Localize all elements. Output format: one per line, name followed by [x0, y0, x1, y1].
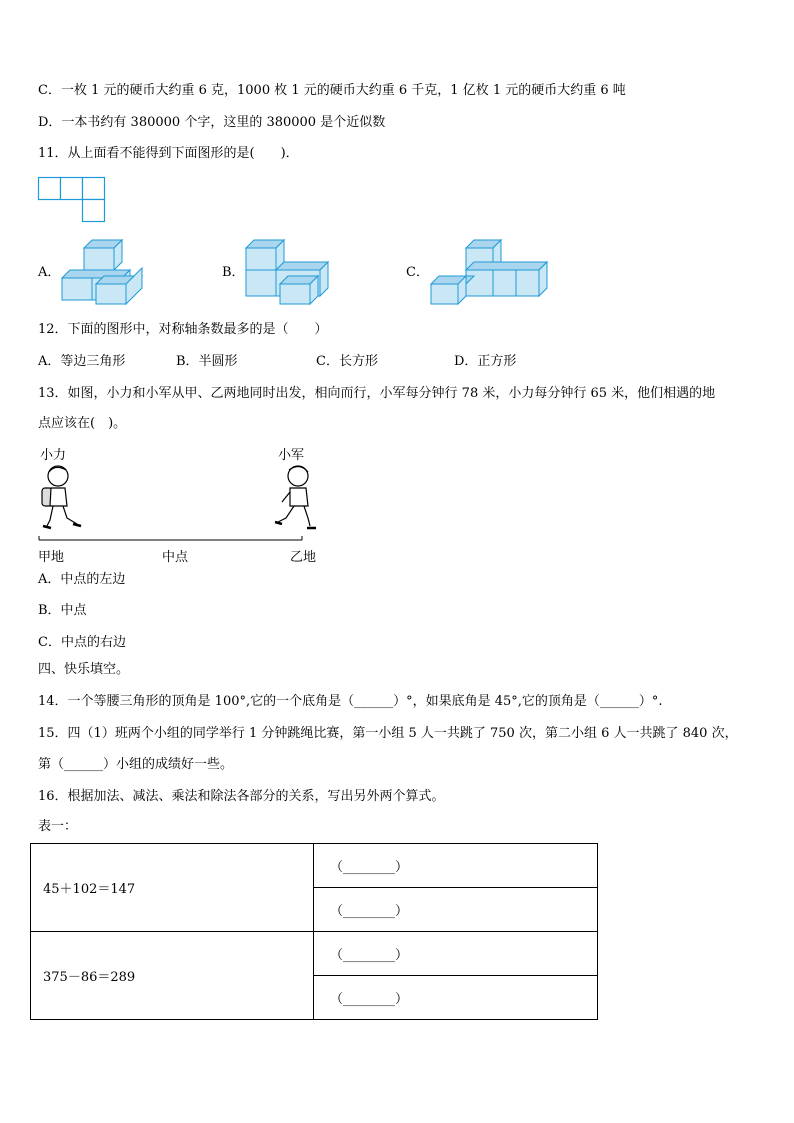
question-15-line-1: 15．四（1）班两个小组的同学举行 1 分钟跳绳比赛，第一小组 5 人一共跳了 750 次，第二小组 6 人一共跳了 840 次，	[38, 726, 738, 741]
q13-option-a[interactable]: A．中点的左边	[38, 572, 126, 587]
question-15-line-2: 第（______）小组的成绩好一些。	[38, 757, 234, 772]
question-13-line-2: 点应该在( )。	[38, 416, 127, 431]
q13-option-b[interactable]: B．中点	[38, 603, 87, 618]
route-line	[38, 536, 308, 546]
boy-xiaojun-icon	[272, 462, 324, 534]
q11-option-c-cubes[interactable]	[431, 240, 551, 306]
q11-option-a-label[interactable]: A．	[38, 265, 61, 280]
question-16: 16．根据加法、减法、乘法和除法各部分的关系，写出另外两个算式。	[38, 789, 445, 804]
label-jiadi: 甲地	[38, 550, 65, 565]
section-4-heading: 四、快乐填空。	[38, 662, 130, 677]
label-xiaoli: 小力	[40, 448, 67, 463]
q11-option-a-cubes[interactable]	[62, 240, 147, 306]
answer-blank[interactable]: （________）	[314, 888, 598, 932]
top-view-shape	[38, 177, 108, 223]
question-13-line-1: 13．如图，小力和小军从甲、乙两地同时出发，相向而行，小军每分钟行 78 米，小力每分钟行 65 米，他们相遇的地	[38, 386, 716, 401]
q13-option-c[interactable]: C．中点的右边	[38, 635, 126, 650]
question-11: 11．从上面看不能得到下面图形的是( )．	[38, 146, 299, 161]
q12-option-a[interactable]: A．等边三角形	[38, 354, 126, 369]
label-yidi: 乙地	[290, 550, 317, 565]
q11-option-b-cubes[interactable]	[246, 240, 331, 306]
option-d-book-words: D．一本书约有 380000 个字，这里的 380000 是个近似数	[38, 115, 386, 130]
label-midpoint: 中点	[162, 550, 189, 565]
option-c-coin-weight: C．一枚 1 元的硬币大约重 6 克，1000 枚 1 元的硬币大约重 6 千克，1 亿枚 1 元的硬币大约重 6 吨	[38, 83, 626, 98]
question-12: 12．下面的图形中，对称轴条数最多的是（ ）	[38, 322, 328, 337]
answer-blank[interactable]: （________）	[314, 976, 598, 1020]
q12-option-c[interactable]: C．长方形	[316, 354, 378, 369]
q11-option-b-label[interactable]: B．	[222, 265, 245, 280]
q12-option-b[interactable]: B．半圆形	[176, 354, 238, 369]
answer-blank[interactable]: （________）	[314, 932, 598, 976]
boy-xiaoli-icon	[33, 462, 85, 534]
question-14: 14．一个等腰三角形的顶角是 100°,它的一个底角是（______）°，如果底角是 45°,它的顶角是（______）°.	[38, 694, 663, 709]
equation-cell: 375－86＝289	[31, 932, 314, 1020]
equation-cell: 45＋102＝147	[31, 844, 314, 932]
label-xiaojun: 小军	[278, 448, 305, 463]
table-label: 表一：	[38, 819, 78, 834]
q11-option-c-label[interactable]: C．	[406, 265, 429, 280]
q12-option-d[interactable]: D．正方形	[454, 354, 517, 369]
answer-blank[interactable]: （________）	[314, 844, 598, 888]
relation-table	[30, 843, 598, 1020]
